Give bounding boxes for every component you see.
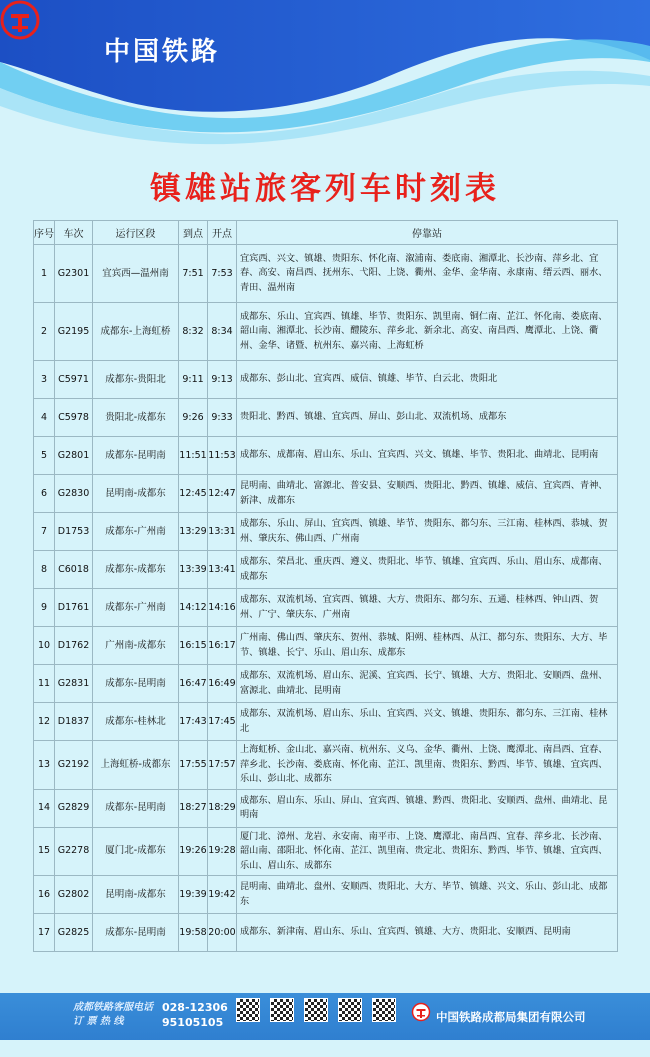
- cell-departure: 18:29: [208, 789, 237, 827]
- cell-no: 14: [34, 789, 55, 827]
- china-railway-logo: [0, 0, 40, 40]
- cell-stops: 成都东、眉山东、乐山、屏山、宜宾西、镇雄、黔西、贵阳北、安顺西、盘州、曲靖北、昆明南: [237, 789, 618, 827]
- cell-no: 10: [34, 627, 55, 665]
- cell-no: 1: [34, 245, 55, 303]
- col-header-no: 序号: [34, 221, 55, 245]
- cell-stops: 成都东、乐山、宜宾西、镇雄、毕节、贵阳东、凯里南、铜仁南、芷江、怀化南、娄底南、韶山南、湘潭北、长沙南、醴陵东、萍乡北、新余北、高安、南昌西、鹰潭北、上饶、衢州、金华、诸暨、杭州东、嘉兴南、上海虹桥: [237, 303, 618, 361]
- cell-departure: 13:41: [208, 551, 237, 589]
- cell-train: G2831: [55, 665, 93, 703]
- cell-train: D1837: [55, 703, 93, 741]
- cell-arrival: 17:55: [179, 741, 208, 790]
- col-header-stops: 停靠站: [237, 221, 618, 245]
- cell-stops: 广州南、佛山西、肇庆东、贺州、恭城、阳朔、桂林西、从江、都匀东、贵阳东、大方、毕节、镇雄、长宁、乐山、眉山东、成都东: [237, 627, 618, 665]
- cell-stops: 昆明南、曲靖北、盘州、安顺西、贵阳北、大方、毕节、镇雄、兴文、乐山、彭山北、成都东: [237, 876, 618, 914]
- cell-departure: 12:47: [208, 475, 237, 513]
- cell-arrival: 13:29: [179, 513, 208, 551]
- china-railway-logo-small: [411, 1002, 431, 1022]
- footer-labels: [73, 1001, 153, 1029]
- cell-departure: 11:53: [208, 437, 237, 475]
- brand-name: 中国铁路: [104, 37, 221, 67]
- cell-route: 昆明南-成都东: [93, 475, 179, 513]
- cell-no: 13: [34, 741, 55, 790]
- cell-train: G2801: [55, 437, 93, 475]
- cell-no: 15: [34, 827, 55, 876]
- cell-train: D1761: [55, 589, 93, 627]
- cell-no: 6: [34, 475, 55, 513]
- cell-arrival: 7:51: [179, 245, 208, 303]
- cell-route: 成都东-广州南: [93, 513, 179, 551]
- table-row: [34, 361, 618, 399]
- cell-arrival: 19:26: [179, 827, 208, 876]
- cell-stops: 昆明南、曲靖北、富源北、普安县、安顺西、贵阳北、黔西、镇雄、威信、宜宾西、青神、新津、成都东: [237, 475, 618, 513]
- cell-arrival: 17:43: [179, 703, 208, 741]
- table-row: [34, 589, 618, 627]
- timetable: [33, 220, 618, 952]
- col-header-departure: 开点: [208, 221, 237, 245]
- phone-1: 028-12306: [162, 1001, 228, 1014]
- cell-arrival: 12:45: [179, 475, 208, 513]
- cell-route: 贵阳北-成都东: [93, 399, 179, 437]
- header-banner: [0, 0, 650, 150]
- cell-train: D1762: [55, 627, 93, 665]
- cell-no: 4: [34, 399, 55, 437]
- cell-stops: 成都东、新津南、眉山东、乐山、宜宾西、镇雄、大方、贵阳北、安顺西、昆明南: [237, 914, 618, 952]
- cell-departure: 16:17: [208, 627, 237, 665]
- cell-train: G2195: [55, 303, 93, 361]
- col-header-arrival: 到点: [179, 221, 208, 245]
- hotline-label: 成都铁路客服电话: [73, 1002, 153, 1013]
- cell-stops: 成都东、双流机场、眉山东、泥溪、宜宾西、长宁、镇雄、大方、贵阳北、安顺西、盘州、富源北、曲靖北、昆明南: [237, 665, 618, 703]
- cell-train: D1753: [55, 513, 93, 551]
- cell-arrival: 11:51: [179, 437, 208, 475]
- cell-departure: 19:42: [208, 876, 237, 914]
- cell-departure: 16:49: [208, 665, 237, 703]
- company-name: 中国铁路成都局集团有限公司: [436, 1010, 586, 1024]
- table-row: [34, 827, 618, 876]
- cell-route: 上海虹桥-成都东: [93, 741, 179, 790]
- cell-arrival: 16:15: [179, 627, 208, 665]
- table-row: [34, 513, 618, 551]
- timetable-container: [33, 220, 617, 952]
- cell-no: 17: [34, 914, 55, 952]
- cell-stops: 成都东、双流机场、眉山东、乐山、宜宾西、兴文、镇雄、贵阳东、都匀东、三江南、桂林北: [237, 703, 618, 741]
- cell-no: 7: [34, 513, 55, 551]
- col-header-train: 车次: [55, 221, 93, 245]
- cell-route: 厦门北-成都东: [93, 827, 179, 876]
- cell-no: 2: [34, 303, 55, 361]
- table-row: [34, 914, 618, 952]
- cell-arrival: 18:27: [179, 789, 208, 827]
- cell-departure: 9:13: [208, 361, 237, 399]
- cell-route: 成都东-贵阳北: [93, 361, 179, 399]
- cell-stops: 厦门北、漳州、龙岩、永安南、南平市、上饶、鹰潭北、南昌西、宜春、萍乡北、长沙南、韶山南、邵阳北、怀化南、芷江、凯里南、贵定北、贵阳东、黔西、毕节、镇雄、宜宾西、乐山、眉山东、成都东: [237, 827, 618, 876]
- footer-phones: [162, 1000, 228, 1030]
- footer-bar: [0, 993, 650, 1040]
- cell-stops: 宜宾西、兴文、镇雄、贵阳东、怀化南、溆浦南、娄底南、湘潭北、长沙南、萍乡北、宜春、高安、南昌西、抚州东、弋阳、上饶、衢州、金华、金华南、永康南、缙云西、丽水、青田、温州南: [237, 245, 618, 303]
- cell-route: 成都东-昆明南: [93, 914, 179, 952]
- table-row: [34, 876, 618, 914]
- phone-2: 95105105: [162, 1016, 224, 1029]
- cell-no: 3: [34, 361, 55, 399]
- table-row: [34, 399, 618, 437]
- cell-route: 昆明南-成都东: [93, 876, 179, 914]
- cell-stops: 成都东、成都南、眉山东、乐山、宜宾西、兴文、镇雄、毕节、贵阳北、曲靖北、昆明南: [237, 437, 618, 475]
- cell-arrival: 9:11: [179, 361, 208, 399]
- bottom-band: [0, 1040, 650, 1057]
- table-row: [34, 245, 618, 303]
- cell-arrival: 19:39: [179, 876, 208, 914]
- cell-route: 成都东-桂林北: [93, 703, 179, 741]
- cell-train: G2825: [55, 914, 93, 952]
- cell-train: G2802: [55, 876, 93, 914]
- qr-code-icon: [338, 998, 362, 1022]
- cell-stops: 上海虹桥、金山北、嘉兴南、杭州东、义乌、金华、衢州、上饶、鹰潭北、南昌西、宜春、萍乡北、长沙南、娄底南、怀化南、芷江、凯里南、贵阳东、黔西、毕节、镇雄、宜宾西、乐山、彭山北、成都东: [237, 741, 618, 790]
- cell-stops: 成都东、双流机场、宜宾西、镇雄、大方、贵阳东、都匀东、五通、桂林西、钟山西、贺州、广宁、肇庆东、广州南: [237, 589, 618, 627]
- cell-departure: 14:16: [208, 589, 237, 627]
- table-header-row: [34, 221, 618, 245]
- qr-code-icon: [236, 998, 260, 1022]
- cell-route: 宜宾西—温州南: [93, 245, 179, 303]
- cell-stops: 贵阳北、黔西、镇雄、宜宾西、屏山、彭山北、双流机场、成都东: [237, 399, 618, 437]
- cell-no: 5: [34, 437, 55, 475]
- cell-route: 成都东-上海虹桥: [93, 303, 179, 361]
- cell-no: 8: [34, 551, 55, 589]
- cell-no: 9: [34, 589, 55, 627]
- cell-train: G2278: [55, 827, 93, 876]
- cell-route: 成都东-广州南: [93, 589, 179, 627]
- cell-stops: 成都东、乐山、屏山、宜宾西、镇雄、毕节、贵阳东、都匀东、三江南、桂林西、恭城、贺州、肇庆东、佛山西、广州南: [237, 513, 618, 551]
- table-row: [34, 437, 618, 475]
- cell-train: C5971: [55, 361, 93, 399]
- cell-train: G2192: [55, 741, 93, 790]
- cell-departure: 9:33: [208, 399, 237, 437]
- cell-departure: 8:34: [208, 303, 237, 361]
- cell-departure: 17:45: [208, 703, 237, 741]
- cell-stops: 成都东、荣昌北、重庆西、遵义、贵阳北、毕节、镇雄、宜宾西、乐山、眉山东、成都南、成都东: [237, 551, 618, 589]
- cell-route: 广州南-成都东: [93, 627, 179, 665]
- qr-code-icon: [304, 998, 328, 1022]
- cell-departure: 20:00: [208, 914, 237, 952]
- cell-train: C5978: [55, 399, 93, 437]
- cell-departure: 13:31: [208, 513, 237, 551]
- cell-train: G2830: [55, 475, 93, 513]
- cell-departure: 17:57: [208, 741, 237, 790]
- cell-arrival: 13:39: [179, 551, 208, 589]
- cell-route: 成都东-成都东: [93, 551, 179, 589]
- cell-train: C6018: [55, 551, 93, 589]
- page-title: 镇雄站旅客列车时刻表: [150, 171, 500, 207]
- table-row: [34, 741, 618, 790]
- cell-departure: 19:28: [208, 827, 237, 876]
- col-header-route: 运行区段: [93, 221, 179, 245]
- table-row: [34, 475, 618, 513]
- table-row: [34, 789, 618, 827]
- table-row: [34, 703, 618, 741]
- cell-no: 11: [34, 665, 55, 703]
- table-row: [34, 551, 618, 589]
- cell-no: 12: [34, 703, 55, 741]
- timetable-body: [34, 245, 618, 952]
- cell-arrival: 19:58: [179, 914, 208, 952]
- cell-departure: 7:53: [208, 245, 237, 303]
- cell-arrival: 14:12: [179, 589, 208, 627]
- cell-route: 成都东-昆明南: [93, 789, 179, 827]
- table-row: [34, 665, 618, 703]
- cell-train: G2301: [55, 245, 93, 303]
- qr-code-icon: [372, 998, 396, 1022]
- cell-train: G2829: [55, 789, 93, 827]
- table-row: [34, 627, 618, 665]
- qr-code-icon: [270, 998, 294, 1022]
- cell-no: 16: [34, 876, 55, 914]
- cell-arrival: 8:32: [179, 303, 208, 361]
- header-wave-graphic: [0, 0, 650, 150]
- cell-route: 成都东-昆明南: [93, 437, 179, 475]
- cell-stops: 成都东、彭山北、宜宾西、威信、镇雄、毕节、白云北、贵阳北: [237, 361, 618, 399]
- cell-arrival: 16:47: [179, 665, 208, 703]
- cell-route: 成都东-昆明南: [93, 665, 179, 703]
- cell-arrival: 9:26: [179, 399, 208, 437]
- table-row: [34, 303, 618, 361]
- booking-label: 订 票 热 线: [73, 1016, 124, 1027]
